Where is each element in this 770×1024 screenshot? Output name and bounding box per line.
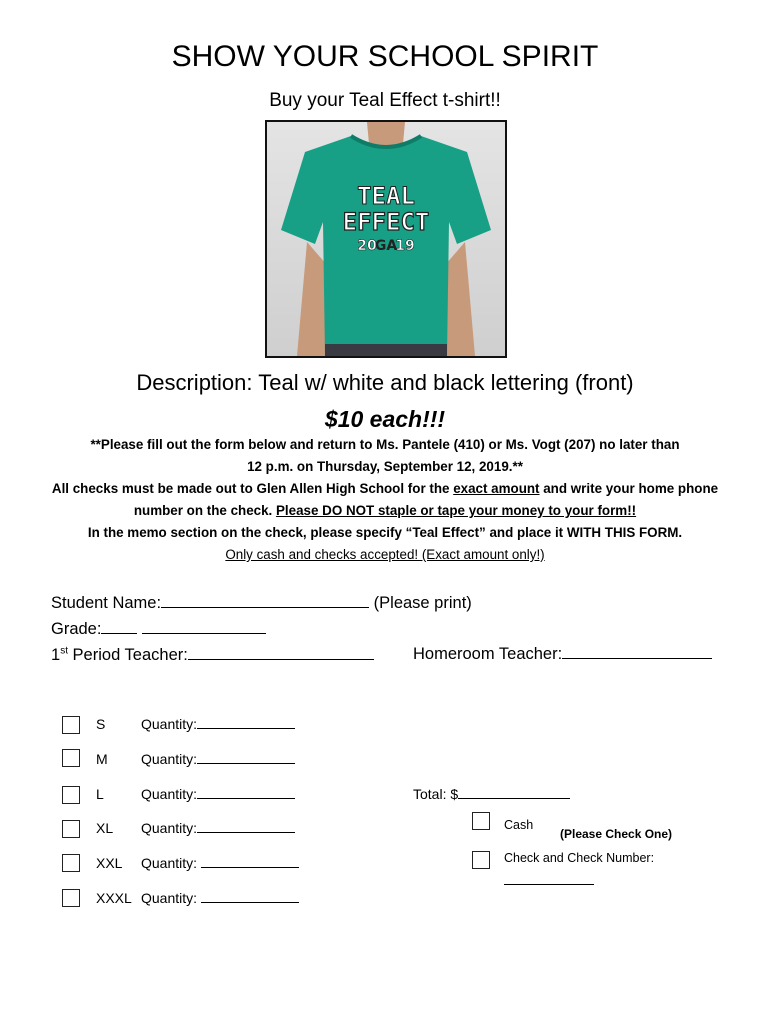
size-s-quantity-field[interactable]	[197, 727, 295, 729]
tshirt-illustration	[267, 122, 505, 356]
period-teacher-label	[51, 646, 188, 664]
quantity-label: Quantity:	[141, 855, 198, 871]
size-l-label: L	[96, 786, 104, 802]
size-xxl-quantity	[141, 855, 299, 871]
instructions-line1: **Please fill out the form below and return to Ms. Pantele (410) or Ms. Vogt (207) no later than	[90, 437, 680, 452]
total-field[interactable]	[458, 797, 570, 799]
quantity-label: Quantity:	[141, 751, 198, 767]
student-name-suffix: (Please print)	[373, 594, 472, 612]
description: Description: Teal w/ white and black lettering (front)	[136, 370, 634, 395]
quantity-label: Quantity:	[141, 716, 198, 732]
size-l-checkbox[interactable]	[62, 786, 80, 804]
size-xxxl-checkbox[interactable]	[62, 889, 80, 907]
check-number-field[interactable]	[504, 884, 594, 885]
instructions-no-staple: Please DO NOT staple or tape your money to your form!!	[275, 503, 637, 518]
size-xxxl-label: XXXL	[96, 890, 132, 906]
size-xxl-label: XXL	[96, 855, 123, 871]
instructions-line3-text-end: and write your home phone	[539, 481, 719, 496]
size-xxl-checkbox[interactable]	[62, 854, 80, 872]
size-m-label: M	[96, 751, 108, 767]
size-xl-quantity	[141, 820, 295, 836]
quantity-label: Quantity:	[141, 786, 198, 802]
homeroom-teacher-row	[413, 645, 712, 664]
size-s-quantity	[141, 716, 295, 732]
student-name-field[interactable]	[161, 606, 369, 608]
page-title: SHOW YOUR SCHOOL SPIRIT	[171, 40, 599, 73]
cash-checkbox[interactable]	[472, 812, 490, 830]
instructions-line4	[0, 500, 770, 522]
homeroom-teacher-field[interactable]	[562, 657, 712, 659]
print-logo: GA	[374, 238, 398, 254]
student-name-label: Student Name:	[51, 594, 162, 612]
student-name-row	[51, 594, 472, 613]
quantity-label: Quantity:	[141, 820, 198, 836]
instructions-line4-text: number on the check.	[133, 503, 276, 518]
size-xxxl-quantity-field[interactable]	[201, 901, 299, 903]
size-m-quantity	[141, 751, 295, 767]
print-line1: TEAL	[357, 182, 415, 210]
size-s-label: S	[96, 716, 106, 732]
price: $10 each!!!	[324, 406, 446, 432]
period-teacher-text: Period Teacher:	[67, 645, 188, 664]
period-teacher-row	[51, 645, 374, 665]
tshirt-photo	[265, 120, 507, 358]
instructions-line5: In the memo section on the check, please specify “Teal Effect” and place it WITH THIS FORM.	[87, 525, 683, 540]
size-xxl-quantity-field[interactable]	[201, 866, 299, 868]
quantity-label: Quantity:	[141, 890, 198, 906]
instructions-line2: 12 p.m. on Thursday, September 12, 2019.**	[247, 459, 523, 474]
check-checkbox[interactable]	[472, 851, 490, 869]
size-xl-quantity-field[interactable]	[197, 831, 295, 833]
instructions-line3	[0, 478, 770, 500]
period-number: 1	[51, 645, 61, 664]
instructions-line6	[0, 544, 770, 566]
size-m-quantity-field[interactable]	[197, 762, 295, 764]
size-l-quantity	[141, 786, 295, 802]
size-l-quantity-field[interactable]	[197, 797, 295, 799]
check-label: Check and Check Number:	[504, 851, 655, 865]
grade-row	[51, 620, 266, 639]
total-row	[413, 786, 570, 802]
grade-label: Grade:	[51, 620, 102, 638]
cash-label: Cash	[504, 818, 534, 832]
size-xxxl-quantity	[141, 890, 299, 906]
size-m-checkbox[interactable]	[62, 749, 80, 767]
period-teacher-field[interactable]	[188, 658, 374, 660]
total-label: Total: $	[413, 786, 459, 802]
period-suffix: st	[60, 645, 68, 656]
check-one-label: (Please Check One)	[560, 827, 673, 841]
size-s-checkbox[interactable]	[62, 716, 80, 734]
size-xl-label: XL	[96, 820, 114, 836]
grade-field[interactable]	[101, 632, 137, 634]
homeroom-teacher-label: Homeroom Teacher:	[413, 645, 563, 663]
instructions-exact-amount: exact amount	[453, 481, 540, 496]
print-line2: EFFECT	[342, 208, 430, 236]
print-year-b: 19	[395, 238, 415, 254]
grade-field-extra[interactable]	[142, 632, 266, 634]
size-xl-checkbox[interactable]	[62, 820, 80, 838]
print-year-a: 20	[357, 238, 377, 254]
instructions-line3-text: All checks must be made out to Glen Allen High School for the	[51, 481, 454, 496]
instructions-payment-note: Only cash and checks accepted! (Exact amount only!)	[225, 547, 545, 562]
page-subtitle: Buy your Teal Effect t-shirt!!	[269, 90, 501, 111]
